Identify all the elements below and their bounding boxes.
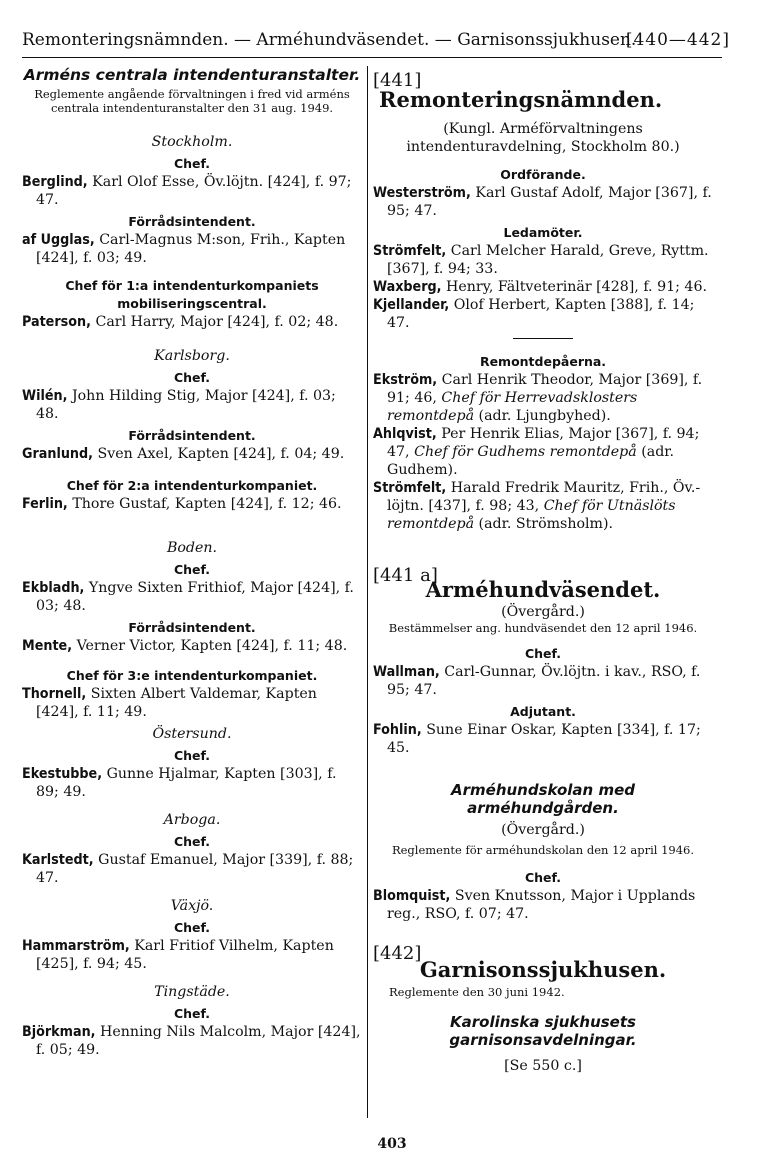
section-note: Bestämmelser ang. hundväsendet den 12 april 1946.	[388, 621, 698, 635]
person-entry	[22, 851, 362, 887]
person-text: Verner Victor, Kapten [424], f. 11; 48.	[76, 638, 348, 654]
person-name: Thornell,	[22, 686, 87, 702]
person-text: Olof Herbert, Kapten [388], f. 14; 47.	[387, 297, 695, 331]
person-entry	[373, 479, 713, 533]
role-label: Chef.	[173, 834, 211, 849]
person-entry	[22, 495, 362, 513]
person-name: Strömfelt,	[373, 243, 447, 259]
person-text: Henning Nils Malcolm, Major [424], f. 05; 49.	[36, 1024, 361, 1058]
person-text: Sven Knutsson, Major i Upplands reg., RSO, f. 07; 47.	[387, 888, 696, 922]
person-entry	[22, 765, 362, 801]
person-name: Björkman,	[22, 1024, 96, 1040]
person-name: af Ugglas,	[22, 232, 95, 248]
person-name: Ahlqvist,	[373, 426, 437, 442]
section-441a-heading	[373, 565, 713, 602]
section-title: Garnisonssjukhusen.	[419, 957, 667, 982]
place-ostersund: Östersund.	[152, 726, 232, 742]
person-entry	[373, 278, 713, 296]
person-name: Karlstedt,	[22, 852, 94, 868]
person-name: Paterson,	[22, 314, 91, 330]
person-name: Ferlin,	[22, 496, 68, 512]
person-entry	[373, 663, 713, 699]
person-text: Carl Henrik Theodor, Major [369], f. 91; 46,	[387, 372, 703, 406]
place-karlsborg: Karlsborg.	[154, 348, 230, 364]
section-442-heading	[373, 943, 713, 982]
person-entry	[373, 371, 713, 425]
header-pages: [440—442]	[625, 30, 730, 50]
person-entry	[373, 721, 713, 757]
person-entry	[22, 685, 362, 721]
person-entry	[22, 387, 362, 423]
person-entry	[22, 313, 362, 331]
person-entry	[22, 231, 362, 267]
role-label: Chef.	[173, 748, 211, 763]
school-sub: (Övergård.)	[501, 822, 585, 838]
section-441-heading	[373, 72, 713, 112]
school-title: Arméhundskolan med arméhundgården.	[451, 781, 635, 817]
section-sub: (Kungl. Arméförvaltningens intendenturavdelning, Stockholm 80.)	[406, 121, 680, 155]
column-divider	[367, 66, 368, 1118]
place-tingstade: Tingstäde.	[154, 984, 230, 1000]
person-name: Hammarström,	[22, 938, 130, 954]
role-label: Chef för 1:a intendenturkompaniets mobiliseringscentral.	[65, 278, 319, 311]
separator-rule	[513, 338, 573, 339]
person-entry	[373, 425, 713, 479]
person-entry	[22, 173, 362, 209]
place-vaxjo: Växjö.	[170, 898, 214, 914]
person-entry	[22, 637, 362, 655]
person-text: Sune Einar Oskar, Kapten [334], f. 17; 45.	[387, 722, 701, 756]
person-address: (adr. Gudhem).	[387, 444, 675, 478]
person-name: Wilén,	[22, 388, 68, 404]
section-number: [441]	[373, 70, 422, 91]
person-name: Westerström,	[373, 185, 471, 201]
person-entry	[373, 242, 713, 278]
role-label: Chef.	[173, 1006, 211, 1021]
person-text: Sven Axel, Kapten [424], f. 04; 49.	[97, 446, 345, 462]
role-label: Förrådsintendent.	[128, 214, 256, 229]
person-name: Ekström,	[373, 372, 438, 388]
role-label: Förrådsintendent.	[128, 620, 256, 635]
person-name: Ekestubbe,	[22, 766, 103, 782]
person-name: Granlund,	[22, 446, 94, 462]
person-text: Karl Fritiof Vilhelm, Kapten [425], f. 94; 45.	[36, 938, 334, 972]
left-column	[22, 66, 362, 1059]
section-title: Remonteringsnämnden.	[379, 87, 663, 112]
role-label: Chef.	[173, 156, 211, 171]
person-text: Carl Harry, Major [424], f. 02; 48.	[95, 314, 339, 330]
person-entry	[22, 579, 362, 615]
person-entry	[22, 937, 362, 973]
person-name: Wallman,	[373, 664, 440, 680]
person-text: Carl Melcher Harald, Greve, Ryttm. [367], f. 94; 33.	[387, 243, 709, 277]
role-label: Förrådsintendent.	[128, 428, 256, 443]
school-note: Reglemente för arméhundskolan den 12 april 1946.	[391, 843, 695, 857]
person-text: Thore Gustaf, Kapten [424], f. 12; 46.	[72, 496, 342, 512]
role-label: Chef.	[173, 370, 211, 385]
person-text: Carl-Magnus M:son, Frih., Kapten [424], f. 03; 49.	[36, 232, 346, 266]
person-text: Karl Gustaf Adolf, Major [367], f. 95; 47.	[387, 185, 712, 219]
section-title: Arméhundväsendet.	[425, 577, 661, 602]
left-heading: Arméns centrala intendenturanstalter.	[23, 66, 361, 84]
person-name: Mente,	[22, 638, 73, 654]
person-text: John Hilding Stig, Major [424], f. 03; 48.	[36, 388, 336, 422]
role-label: Chef för 3:e intendenturkompaniet.	[66, 668, 318, 683]
role-label: Ledamöter.	[503, 225, 583, 240]
cross-reference: [Se 550 c.]	[504, 1058, 582, 1074]
role-label: Chef.	[524, 870, 562, 885]
person-entry	[373, 296, 713, 332]
person-text: Gustaf Emanuel, Major [339], f. 88; 47.	[36, 852, 354, 886]
person-name: Blomquist,	[373, 888, 451, 904]
person-name: Berglind,	[22, 174, 88, 190]
person-text: Karl Olof Esse, Öv.löjtn. [424], f. 97; 47.	[36, 174, 352, 208]
person-text: Harald Fredrik Mauritz, Frih., Öv.-löjtn. [437], f. 98; 43,	[387, 480, 701, 514]
person-name: Waxberg,	[373, 279, 442, 295]
role-label: Adjutant.	[510, 704, 576, 719]
place-boden: Boden.	[166, 540, 218, 556]
running-header	[22, 30, 730, 50]
role-label: Chef.	[173, 920, 211, 935]
role-label: Chef.	[173, 562, 211, 577]
person-name: Kjellander,	[373, 297, 450, 313]
place-stockholm: Stockholm.	[151, 134, 233, 150]
person-role-italic: Chef för Herrevadsklosters remontdepå	[387, 390, 638, 424]
role-label: Chef för 2:a intendenturkompaniet.	[66, 478, 318, 493]
person-address: (adr. Strömsholm).	[478, 516, 614, 532]
sub-section-title: Karolinska sjukhusets garnisonsavdelningar.	[449, 1013, 637, 1049]
page-number: 403	[377, 1136, 407, 1152]
role-label: Chef.	[524, 646, 562, 661]
person-text: Gunne Hjalmar, Kapten [303], f. 89; 49.	[36, 766, 337, 800]
section-number: [442]	[373, 943, 422, 964]
person-name: Fohlin,	[373, 722, 422, 738]
right-column	[373, 66, 713, 1075]
person-text: Carl-Gunnar, Öv.löjtn. i kav., RSO, f. 95; 47.	[387, 664, 701, 698]
section-sub: (Övergård.)	[501, 604, 585, 620]
person-text: Henry, Fältveterinär [428], f. 91; 46.	[446, 279, 707, 295]
role-label: Ordförande.	[500, 167, 586, 182]
person-text: Per Henrik Elias, Major [367], f. 94; 47,	[387, 426, 700, 460]
place-arboga: Arboga.	[163, 812, 221, 828]
person-entry	[22, 445, 362, 463]
person-entry	[373, 184, 713, 220]
person-role-italic: Chef för Gudhems remontdepå	[414, 444, 637, 460]
person-entry	[22, 1023, 362, 1059]
person-text: Sixten Albert Valdemar, Kapten [424], f. 11; 49.	[36, 686, 317, 720]
person-role-italic: Chef för Utnäslöts remontdepå	[387, 498, 676, 532]
left-note: Reglemente angående förvaltningen i fred vid arméns centrala intendenturanstalter den 31 aug. 1949.	[34, 87, 350, 115]
role-label: Remontdepåerna.	[479, 354, 607, 369]
section-note: Reglemente den 30 juni 1942.	[389, 985, 565, 999]
person-name: Ekbladh,	[22, 580, 85, 596]
section-number: [441 a]	[373, 565, 438, 586]
header-rule	[22, 57, 722, 58]
header-title: Remonteringsnämnden. — Arméhundväsendet. — Garnisonssjukhusen.	[22, 30, 637, 50]
person-entry	[373, 887, 713, 923]
person-name: Strömfelt,	[373, 480, 447, 496]
person-text: Yngve Sixten Frithiof, Major [424], f. 03; 48.	[36, 580, 354, 614]
person-address: (adr. Ljungbyhed).	[478, 408, 611, 424]
